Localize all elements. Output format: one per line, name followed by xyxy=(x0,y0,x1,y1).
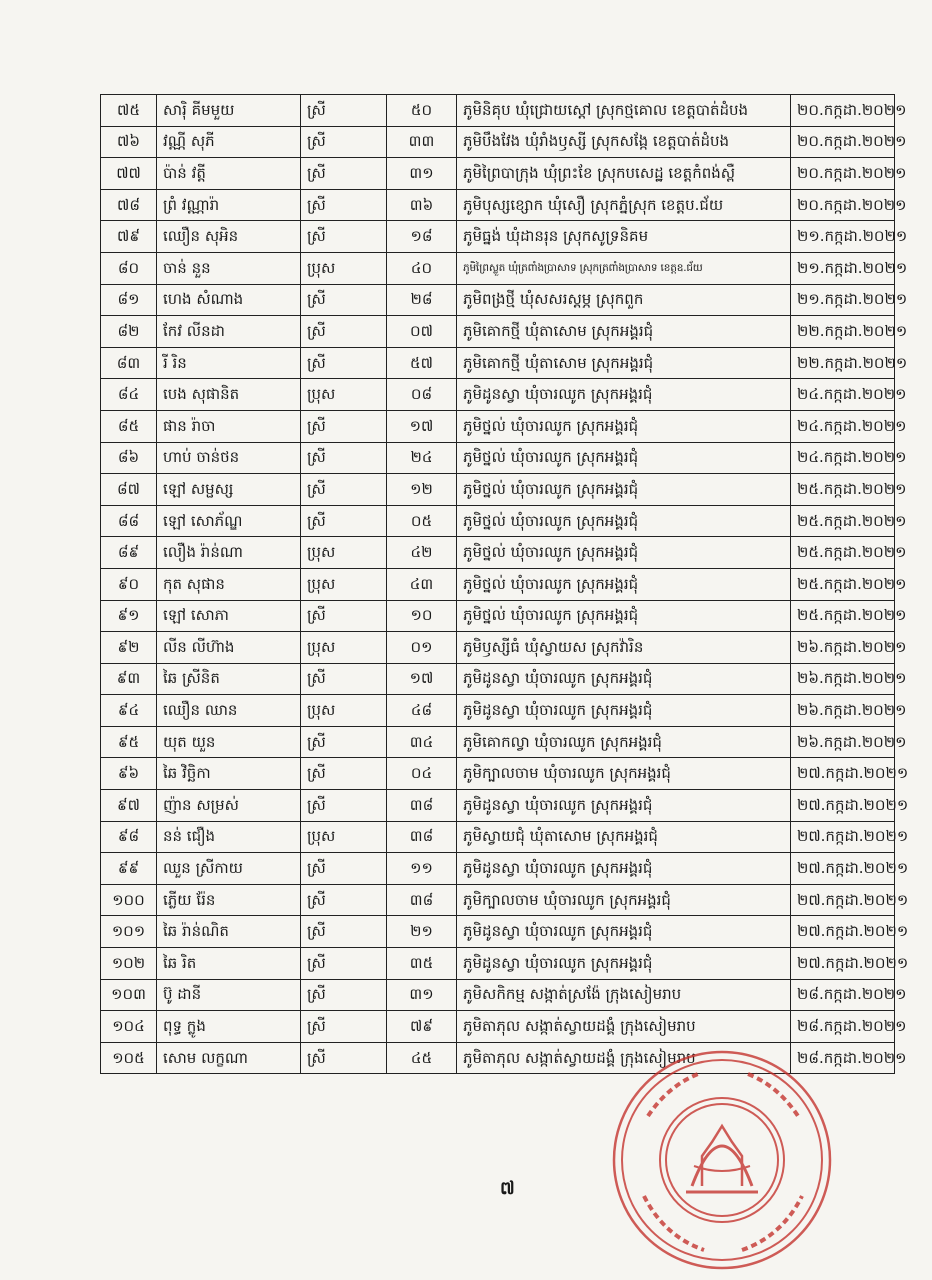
record-date: ២០.កក្កដា.២០២១ xyxy=(791,95,895,127)
row-number: ៨៣ xyxy=(101,347,157,379)
patient-name: បេង សុផានិត xyxy=(157,379,301,411)
patient-address: ភូមិក្បាលចាម ឃុំចារឈូក ស្រុកអង្គរជុំ xyxy=(457,758,791,790)
patient-address: ភូមិដូនស្វា ឃុំចារឈូក ស្រុកអង្គរជុំ xyxy=(457,379,791,411)
patient-name: ព្រំ វណ្ណារ៉ា xyxy=(157,189,301,221)
patient-address: ភូមិបុស្សខ្សោក ឃុំសឿ ស្រុកភ្នំស្រុក ខេត្តប.ជ័យ xyxy=(457,189,791,221)
table-row xyxy=(101,505,895,537)
patient-sex: ស្រី xyxy=(301,726,387,758)
patient-name: ឡៅ សម្ផស្ស xyxy=(157,474,301,506)
patient-sex: ស្រី xyxy=(301,189,387,221)
patient-name: ឡៅ សោភា xyxy=(157,600,301,632)
table-row xyxy=(101,316,895,348)
row-number: ១០១ xyxy=(101,916,157,948)
patient-sex: ប្រុស xyxy=(301,379,387,411)
patient-address: ភូមិក្បាលចាម ឃុំចារឈូក ស្រុកអង្គរជុំ xyxy=(457,884,791,916)
patient-sex: ស្រី xyxy=(301,474,387,506)
patient-name: ហេង សំណាង xyxy=(157,284,301,316)
table-row xyxy=(101,663,895,695)
patient-name: ផាន រ៉ាចា xyxy=(157,410,301,442)
patient-address: ភូមិថ្នល់ ឃុំចារឈូក ស្រុកអង្គរជុំ xyxy=(457,505,791,537)
row-number: ១០៣ xyxy=(101,979,157,1011)
row-number: ៨៥ xyxy=(101,410,157,442)
patient-age: ០១ xyxy=(387,632,457,664)
row-number: ១០៥ xyxy=(101,1042,157,1074)
patient-name: កែវ លីនដា xyxy=(157,316,301,348)
table-row xyxy=(101,790,895,822)
patient-age: ៧៩ xyxy=(387,1011,457,1043)
record-date: ២២.កក្កដា.២០២១ xyxy=(791,316,895,348)
table-row xyxy=(101,632,895,664)
table-row xyxy=(101,853,895,885)
patient-address: ភូមិគោកថ្មី ឃុំតាសោម ស្រុកអង្គរជុំ xyxy=(457,316,791,348)
patient-name: រី រិន xyxy=(157,347,301,379)
patient-sex: ប្រុស xyxy=(301,252,387,284)
patient-name: ឈឿន ឈាន xyxy=(157,695,301,727)
record-date: ២៨.កក្កដា.២០២១ xyxy=(791,1011,895,1043)
patient-age: ៥៧ xyxy=(387,347,457,379)
record-date: ២៥.កក្កដា.២០២១ xyxy=(791,505,895,537)
patient-name: សារ៉ិ គីមមួយ xyxy=(157,95,301,127)
row-number: ៨០ xyxy=(101,252,157,284)
patient-address: ភូមិនិគុប ឃុំជ្រោយស្ដៅ ស្រុកថ្មគោល ខេត្តបាត់ដំបង xyxy=(457,95,791,127)
patient-age: ៣៣ xyxy=(387,126,457,158)
patient-age: ៣១ xyxy=(387,979,457,1011)
table-row xyxy=(101,758,895,790)
table-row xyxy=(101,221,895,253)
row-number: ១០០ xyxy=(101,884,157,916)
patient-address: ភូមិថ្នល់ ឃុំចារឈូក ស្រុកអង្គរជុំ xyxy=(457,537,791,569)
patient-address: ភូមិតាភុល សង្កាត់ស្វាយដង្គំ ក្រុងសៀមរាប xyxy=(457,1011,791,1043)
patient-address: ភូមិព្រៃស្លួត ឃុំត្រពាំងប្រាសាទ ស្រុកត្រពាំងប្រាសាទ ខេត្តឧ.ជ័យ xyxy=(457,252,791,284)
table-row xyxy=(101,252,895,284)
patient-sex: ស្រី xyxy=(301,600,387,632)
patient-age: ៣១ xyxy=(387,158,457,190)
record-date: ២២.កក្កដា.២០២១ xyxy=(791,347,895,379)
record-date: ២៧.កក្កដា.២០២១ xyxy=(791,790,895,822)
patient-sex: ស្រី xyxy=(301,347,387,379)
record-date: ២៧.កក្កដា.២០២១ xyxy=(791,853,895,885)
patient-sex: ស្រី xyxy=(301,916,387,948)
record-date: ២១.កក្កដា.២០២១ xyxy=(791,221,895,253)
patient-name: លីន លីហ៊ាង xyxy=(157,632,301,664)
patient-age: ០៧ xyxy=(387,316,457,348)
patient-sex: ស្រី xyxy=(301,1011,387,1043)
row-number: ៩៤ xyxy=(101,695,157,727)
patient-name: ចាន់ នួន xyxy=(157,252,301,284)
row-number: ៩៣ xyxy=(101,663,157,695)
patient-name: ប៉ាន់ វត្តី xyxy=(157,158,301,190)
patient-sex: ប្រុស xyxy=(301,821,387,853)
row-number: ៨១ xyxy=(101,284,157,316)
table-row xyxy=(101,884,895,916)
patient-age: ៣៤ xyxy=(387,726,457,758)
row-number: ៩២ xyxy=(101,632,157,664)
record-date: ២១.កក្កដា.២០២១ xyxy=(791,252,895,284)
patient-address: ភូមិដូនស្វា ឃុំចារឈូក ស្រុកអង្គរជុំ xyxy=(457,948,791,980)
patient-age: ១១ xyxy=(387,853,457,885)
patient-name: ភ្លើយ រ៉ែន xyxy=(157,884,301,916)
row-number: ៨៨ xyxy=(101,505,157,537)
patient-name: សោម លក្ខណា xyxy=(157,1042,301,1074)
table-row xyxy=(101,347,895,379)
record-date: ២៧.កក្កដា.២០២១ xyxy=(791,884,895,916)
row-number: ៩៨ xyxy=(101,821,157,853)
patient-sex: ប្រុស xyxy=(301,632,387,664)
patient-sex: ស្រី xyxy=(301,1042,387,1074)
patient-name: ឆៃ រ៉ាន់ណិត xyxy=(157,916,301,948)
patient-sex: ស្រី xyxy=(301,442,387,474)
table-row xyxy=(101,284,895,316)
patient-sex: ស្រី xyxy=(301,221,387,253)
patient-address: ភូមិសកិកម្ម សង្កាត់ស្រង៉ែ ក្រុងសៀមរាប xyxy=(457,979,791,1011)
row-number: ៩៧ xyxy=(101,790,157,822)
record-date: ២១.កក្កដា.២០២១ xyxy=(791,284,895,316)
patient-sex: ស្រី xyxy=(301,948,387,980)
patient-name: ឆៃ វិច្ឆិកា xyxy=(157,758,301,790)
patient-name: ញ៉ាន សម្រស់ xyxy=(157,790,301,822)
patient-address: ភូមិតាភុល សង្កាត់ស្វាយដង្គំ ក្រុងសៀមរាប xyxy=(457,1042,791,1074)
table-row xyxy=(101,410,895,442)
row-number: ៩៩ xyxy=(101,853,157,885)
table-row xyxy=(101,600,895,632)
patient-sex: ស្រី xyxy=(301,505,387,537)
record-date: ២៨.កក្កដា.២០២១ xyxy=(791,1042,895,1074)
row-number: ៩៥ xyxy=(101,726,157,758)
patient-address: ភូមិឫស្សីធំ ឃុំស្វាយស ស្រុកវ៉ារិន xyxy=(457,632,791,664)
table-row xyxy=(101,189,895,221)
record-date: ២៤.កក្កដា.២០២១ xyxy=(791,442,895,474)
row-number: ៨២ xyxy=(101,316,157,348)
patient-address: ភូមិគោកថ្មី ឃុំតាសោម ស្រុកអង្គរជុំ xyxy=(457,347,791,379)
patient-sex: ស្រី xyxy=(301,126,387,158)
patient-address: ភូមិដូនស្វា ឃុំចារឈូក ស្រុកអង្គរជុំ xyxy=(457,916,791,948)
patient-sex: ស្រី xyxy=(301,790,387,822)
patient-age: ០៥ xyxy=(387,505,457,537)
patient-name: ឈួន ស្រីកាយ xyxy=(157,853,301,885)
patient-age: ៤៣ xyxy=(387,568,457,600)
table-row xyxy=(101,916,895,948)
record-date: ២៦.កក្កដា.២០២១ xyxy=(791,632,895,664)
row-number: ៨៩ xyxy=(101,537,157,569)
table-row xyxy=(101,948,895,980)
patient-age: ២៨ xyxy=(387,284,457,316)
patient-name: នន់ ជឿង xyxy=(157,821,301,853)
patient-address: ភូមិថ្នល់ ឃុំចារឈូក ស្រុកអង្គរជុំ xyxy=(457,600,791,632)
table-row xyxy=(101,126,895,158)
patient-address: ភូមិដូនស្វា ឃុំចារឈូក ស្រុកអង្គរជុំ xyxy=(457,695,791,727)
patient-address: ភូមិបឹងវែង ឃុំរាំងឫស្សី ស្រុកសង្កែ ខេត្តបាត់ដំបង xyxy=(457,126,791,158)
patient-age: ៣៥ xyxy=(387,948,457,980)
record-date: ២៥.កក្កដា.២០២១ xyxy=(791,600,895,632)
record-date: ២៨.កក្កដា.២០២១ xyxy=(791,979,895,1011)
table-row xyxy=(101,726,895,758)
patient-name: ហាប់ ចាន់ថន xyxy=(157,442,301,474)
page-number: ៧ xyxy=(500,1178,515,1199)
patient-address: ភូមិដូនស្វា ឃុំចារឈូក ស្រុកអង្គរជុំ xyxy=(457,663,791,695)
patient-sex: ស្រី xyxy=(301,979,387,1011)
patient-sex: ស្រី xyxy=(301,95,387,127)
table-row xyxy=(101,379,895,411)
patient-sex: ស្រី xyxy=(301,758,387,790)
patient-sex: ស្រី xyxy=(301,853,387,885)
patient-age: ២៤ xyxy=(387,442,457,474)
patient-age: ៣៦ xyxy=(387,189,457,221)
patient-sex: ប្រុស xyxy=(301,537,387,569)
patient-age: ០៤ xyxy=(387,758,457,790)
patient-sex: ស្រី xyxy=(301,284,387,316)
patient-age: ៤៨ xyxy=(387,695,457,727)
row-number: ៨៦ xyxy=(101,442,157,474)
patient-address: ភូមិថ្នល់ ឃុំចារឈូក ស្រុកអង្គរជុំ xyxy=(457,442,791,474)
table-row xyxy=(101,537,895,569)
table-row xyxy=(101,979,895,1011)
row-number: ៧៨ xyxy=(101,189,157,221)
record-date: ២៦.កក្កដា.២០២១ xyxy=(791,695,895,727)
row-number: ៩៦ xyxy=(101,758,157,790)
patient-address: ភូមិស្វាយជុំ ឃុំតាសោម ស្រុកអង្គរជុំ xyxy=(457,821,791,853)
record-date: ២៥.កក្កដា.២០២១ xyxy=(791,568,895,600)
patient-age: ៥០ xyxy=(387,95,457,127)
patient-sex: ស្រី xyxy=(301,410,387,442)
patient-age: ៣៨ xyxy=(387,884,457,916)
table-row xyxy=(101,568,895,600)
patient-age: ១០ xyxy=(387,600,457,632)
patient-sex: ស្រី xyxy=(301,884,387,916)
row-number: ៨៧ xyxy=(101,474,157,506)
row-number: ៧៩ xyxy=(101,221,157,253)
record-date: ២៧.កក្កដា.២០២១ xyxy=(791,821,895,853)
patient-sex: ស្រី xyxy=(301,663,387,695)
patient-sex: ស្រី xyxy=(301,158,387,190)
patient-address: ភូមិគោកល្វា ឃុំចារឈូក ស្រុកអង្គរជុំ xyxy=(457,726,791,758)
row-number: ៧៥ xyxy=(101,95,157,127)
patient-sex: ប្រុស xyxy=(301,568,387,600)
table-row xyxy=(101,821,895,853)
patient-name: លឿង រ៉ាន់ណា xyxy=(157,537,301,569)
patient-age: ១២ xyxy=(387,474,457,506)
row-number: ៩១ xyxy=(101,600,157,632)
record-date: ២០.កក្កដា.២០២១ xyxy=(791,189,895,221)
row-number: ១០៤ xyxy=(101,1011,157,1043)
patient-age: ៤០ xyxy=(387,252,457,284)
table-row xyxy=(101,158,895,190)
record-date: ២៥.កក្កដា.២០២១ xyxy=(791,537,895,569)
record-date: ២៤.កក្កដា.២០២១ xyxy=(791,379,895,411)
record-date: ២០.កក្កដា.២០២១ xyxy=(791,158,895,190)
patient-address: ភូមិថ្នល់ ឃុំចារឈូក ស្រុកអង្គរជុំ xyxy=(457,474,791,506)
patient-sex: ប្រុស xyxy=(301,695,387,727)
row-number: ៧៦ xyxy=(101,126,157,158)
patient-name: យុត យួន xyxy=(157,726,301,758)
patient-age: ១៨ xyxy=(387,221,457,253)
patient-name: ប៊ូ ដានី xyxy=(157,979,301,1011)
record-date: ២៧.កក្កដា.២០២១ xyxy=(791,758,895,790)
patient-name: ឈឿន សុអិន xyxy=(157,221,301,253)
patient-address: ភូមិពង្រថ្មី ឃុំសសរស្ដម្ភ ស្រុកពួក xyxy=(457,284,791,316)
patient-age: ៤២ xyxy=(387,537,457,569)
patient-address: ភូមិដូនស្វា ឃុំចារឈូក ស្រុកអង្គរជុំ xyxy=(457,853,791,885)
record-date: ២៤.កក្កដា.២០២១ xyxy=(791,410,895,442)
record-date: ២០.កក្កដា.២០២១ xyxy=(791,126,895,158)
patient-name: វណ្ណី សុភី xyxy=(157,126,301,158)
patient-name: ឆៃ រិត xyxy=(157,948,301,980)
row-number: ១០២ xyxy=(101,948,157,980)
patient-age: ១៧ xyxy=(387,410,457,442)
patient-age: ៣៨ xyxy=(387,821,457,853)
row-number: ៨៤ xyxy=(101,379,157,411)
patient-name: កុត សុផាន xyxy=(157,568,301,600)
record-date: ២៦.កក្កដា.២០២១ xyxy=(791,663,895,695)
patient-age: ១៧ xyxy=(387,663,457,695)
patient-address: ភូមិធ្នង់ ឃុំដានរុន ស្រុកសូទ្រនិគម xyxy=(457,221,791,253)
patient-address: ភូមិដូនស្វា ឃុំចារឈូក ស្រុកអង្គរជុំ xyxy=(457,790,791,822)
patient-name: ពុទ្ធ ក្លូង xyxy=(157,1011,301,1043)
patient-address: ភូមិថ្នល់ ឃុំចារឈូក ស្រុកអង្គរជុំ xyxy=(457,568,791,600)
table-row xyxy=(101,695,895,727)
patient-age: ២១ xyxy=(387,916,457,948)
patient-sex: ស្រី xyxy=(301,316,387,348)
patient-age: ៣៨ xyxy=(387,790,457,822)
records-table-body xyxy=(101,95,909,1074)
patient-address: ភូមិថ្នល់ ឃុំចារឈូក ស្រុកអង្គរជុំ xyxy=(457,410,791,442)
row-number: ៧៧ xyxy=(101,158,157,190)
table-row xyxy=(101,474,895,506)
patient-name: ឡៅ សោភ័ណ្ឌ xyxy=(157,505,301,537)
official-seal-stamp xyxy=(608,1046,836,1274)
patient-name: ឆៃ ស្រីនិត xyxy=(157,663,301,695)
patient-age: ០៨ xyxy=(387,379,457,411)
table-row xyxy=(101,1011,895,1043)
record-date: ២៦.កក្កដា.២០២១ xyxy=(791,726,895,758)
record-date: ២៧.កក្កដា.២០២១ xyxy=(791,948,895,980)
record-date: ២៧.កក្កដា.២០២១ xyxy=(791,916,895,948)
patient-address: ភូមិព្រៃបាក្រុង ឃុំព្រះខែ ស្រុកបសេដ្ឋ ខេត្តកំពង់ស្ពឺ xyxy=(457,158,791,190)
patient-age: ៤៥ xyxy=(387,1042,457,1074)
table-row xyxy=(101,95,895,127)
row-number: ៩០ xyxy=(101,568,157,600)
record-date: ២៥.កក្កដា.២០២១ xyxy=(791,474,895,506)
records-table xyxy=(100,94,909,1074)
table-row xyxy=(101,442,895,474)
